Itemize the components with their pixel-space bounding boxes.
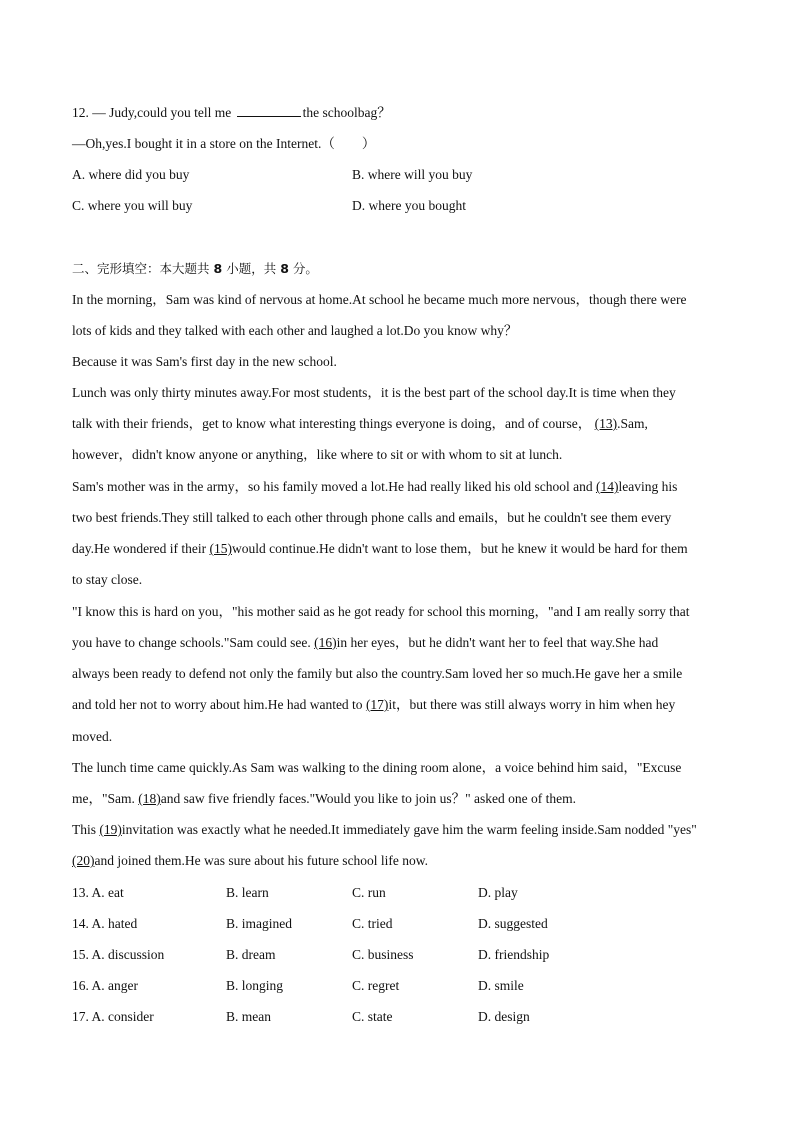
q12-stem-start: 12. — Judy,could you tell me: [72, 105, 232, 120]
passage-line: [72, 821, 724, 839]
blank-20: (20): [72, 853, 95, 868]
q12-option-a: A. where did you buy: [72, 167, 190, 182]
choice-16-b: B. longing: [226, 978, 284, 993]
passage-text: it，but there was still always worry in him when hey: [388, 697, 676, 712]
choice-13-c: C. run: [352, 885, 386, 900]
blank-18: (18): [138, 791, 161, 806]
passage-line: lots of kids and they talked with each other and laughed a lot.Do you know why？: [72, 323, 518, 338]
passage-line: [72, 790, 724, 808]
passage-text: and told her not to worry about him.He had wanted to: [72, 697, 363, 712]
choice-17-c: C. state: [352, 1009, 393, 1024]
passage-line: The lunch time came quickly.As Sam was walking to the dining room alone，a voice behind him said，"Excuse: [72, 760, 682, 775]
passage-line: [72, 478, 724, 496]
passage-line: Lunch was only thirty minutes away.For most students，it is the best part of the school day.It is time when they: [72, 385, 676, 400]
passage-line: [72, 696, 724, 714]
choice-16-a: 16. A. anger: [72, 978, 138, 993]
passage-line: to stay close.: [72, 572, 143, 587]
blank-13: (13): [594, 416, 618, 431]
passage-line: however，didn't know anyone or anything，like where to sit or with whom to sit at lunch.: [72, 447, 563, 462]
passage-text: This: [72, 822, 97, 837]
choice-17-b: B. mean: [226, 1009, 271, 1024]
passage-text: Sam's mother was in the army，so his family moved a lot.He had really liked his old school and: [72, 479, 593, 494]
passage-line: Because it was Sam's first day in the new school.: [72, 354, 337, 369]
choice-15-b: B. dream: [226, 947, 276, 962]
choice-14-b: B. imagined: [226, 916, 292, 931]
passage-text: talk with their friends，get to know what interesting things everyone is doing，and of course，: [72, 416, 592, 431]
choice-17-d: D. design: [478, 1009, 530, 1024]
blank-17: (17): [365, 697, 389, 712]
passage-text: in her eyes，but he didn't want her to feel that way.She had: [336, 635, 659, 650]
heading-text: 小题，共: [226, 261, 277, 276]
section-heading: [72, 260, 724, 278]
blank-15: (15): [209, 541, 232, 556]
q12-stem-end: the schoolbag？: [302, 105, 391, 120]
q12-reply: —Oh,yes.I bought it in a store on the Internet.（ ）: [72, 136, 376, 151]
passage-line: In the morning，Sam was kind of nervous at home.At school he became much more nervous，though there were: [72, 292, 687, 307]
passage-text: you have to change schools."Sam could see.: [72, 635, 311, 650]
choice-14-a: 14. A. hated: [72, 916, 138, 931]
choice-16-c: C. regret: [352, 978, 400, 993]
choice-16-d: D. smile: [478, 978, 524, 993]
choice-14-d: D. suggested: [478, 916, 548, 931]
choice-14-c: C. tried: [352, 916, 393, 931]
answer-blank: [237, 104, 301, 117]
blank-14: (14): [595, 479, 619, 494]
choice-17-a: 17. A. consider: [72, 1009, 154, 1024]
passage-line: [72, 415, 724, 433]
q12-option-d: D. where you bought: [352, 198, 466, 213]
passage-text: invitation was exactly what he needed.It immediately gave him the warm feeling inside.Sam nodded "yes": [121, 822, 697, 837]
passage-text: and joined them.He was sure about his future school life now.: [94, 853, 429, 868]
choice-13-a: 13. A. eat: [72, 885, 124, 900]
passage-line: [72, 634, 724, 652]
passage-text: would continue.He didn't want to lose them，but he knew it would be hard for them: [231, 541, 688, 556]
blank-16: (16): [314, 635, 337, 650]
passage-text: and saw five friendly faces."Would you like to join us？" asked one of them.: [160, 791, 576, 806]
passage-text: leaving his: [618, 479, 678, 494]
blank-19: (19): [99, 822, 122, 837]
q12-option-b: B. where will you buy: [352, 167, 473, 182]
choice-13-d: D. play: [478, 885, 518, 900]
choice-13-b: B. learn: [226, 885, 269, 900]
choice-15-d: D. friendship: [478, 947, 550, 962]
passage-line: [72, 852, 724, 870]
passage-line: "I know this is hard on you，"his mother said as he got ready for school this morning，"and I am really sorry that: [72, 604, 690, 619]
passage-text: .Sam,: [617, 416, 648, 431]
passage-line: moved.: [72, 729, 113, 744]
heading-text: 二、完形填空：本大题共: [72, 261, 210, 276]
choice-15-c: C. business: [352, 947, 414, 962]
passage-text: day.He wondered if their: [72, 541, 207, 556]
passage-text: me，"Sam.: [72, 791, 135, 806]
heading-score: 8: [280, 261, 289, 276]
choice-15-a: 15. A. discussion: [72, 947, 165, 962]
heading-text: 分。: [292, 261, 318, 276]
passage-line: always been ready to defend not only the family but also the country.Sam loved her so much.He gave her a smile: [72, 666, 683, 681]
passage-line: [72, 540, 724, 558]
heading-count: 8: [213, 261, 223, 276]
q12-stem: [72, 104, 724, 122]
q12-option-c: C. where you will buy: [72, 198, 193, 213]
passage-line: two best friends.They still talked to each other through phone calls and emails，but he couldn't see them every: [72, 510, 672, 525]
